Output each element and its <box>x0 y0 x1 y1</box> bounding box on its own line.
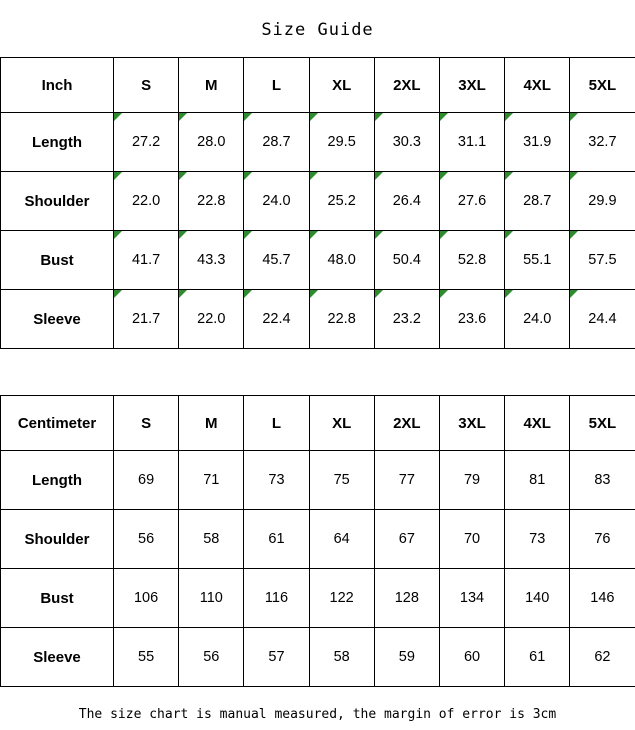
cell-shoulder-l: 61 <box>244 510 309 569</box>
table-separator <box>0 349 635 395</box>
cell-shoulder-4xl: 73 <box>505 510 570 569</box>
table-row <box>1 628 635 687</box>
size-header-4xl: 4XL <box>505 58 570 113</box>
disclaimer-text: The size chart is manual measured, the margin of error is 3cm <box>78 707 557 722</box>
cell-sleeve-xl: 22.8 <box>309 290 374 349</box>
cell-length-s: 69 <box>114 451 179 510</box>
cell-shoulder-m: 58 <box>179 510 244 569</box>
cell-bust-s: 41.7 <box>114 231 179 290</box>
cell-length-3xl: 31.1 <box>439 113 504 172</box>
cell-length-l: 73 <box>244 451 309 510</box>
cell-bust-2xl: 128 <box>374 569 439 628</box>
cell-sleeve-s: 21.7 <box>114 290 179 349</box>
cell-shoulder-5xl: 29.9 <box>570 172 635 231</box>
cell-sleeve-4xl: 61 <box>505 628 570 687</box>
table-row <box>1 451 635 510</box>
cell-shoulder-s: 22.0 <box>114 172 179 231</box>
measure-label-sleeve: Sleeve <box>1 628 114 687</box>
cell-length-3xl: 79 <box>439 451 504 510</box>
cell-sleeve-3xl: 23.6 <box>439 290 504 349</box>
cell-sleeve-l: 57 <box>244 628 309 687</box>
cell-sleeve-s: 55 <box>114 628 179 687</box>
table-row <box>1 290 635 349</box>
cell-length-xl: 29.5 <box>309 113 374 172</box>
table-header-row <box>1 396 635 451</box>
cell-bust-l: 116 <box>244 569 309 628</box>
cell-bust-5xl: 57.5 <box>570 231 635 290</box>
cell-length-2xl: 30.3 <box>374 113 439 172</box>
table-header-row <box>1 58 635 113</box>
page-title: Size Guide <box>261 20 374 40</box>
size-header-l: L <box>244 396 309 451</box>
table-row <box>1 172 635 231</box>
table-row <box>1 113 635 172</box>
measure-label-length: Length <box>1 113 114 172</box>
cell-bust-m: 110 <box>179 569 244 628</box>
cell-length-m: 71 <box>179 451 244 510</box>
table-row <box>1 510 635 569</box>
cell-bust-2xl: 50.4 <box>374 231 439 290</box>
size-header-xl: XL <box>309 396 374 451</box>
unit-label-inch: Inch <box>1 58 114 113</box>
measure-label-shoulder: Shoulder <box>1 172 114 231</box>
size-header-4xl: 4XL <box>505 396 570 451</box>
cell-shoulder-s: 56 <box>114 510 179 569</box>
measure-label-bust: Bust <box>1 569 114 628</box>
size-header-2xl: 2XL <box>374 396 439 451</box>
cell-bust-5xl: 146 <box>570 569 635 628</box>
cell-length-xl: 75 <box>309 451 374 510</box>
cell-bust-xl: 122 <box>309 569 374 628</box>
measure-label-length: Length <box>1 451 114 510</box>
cell-length-5xl: 83 <box>570 451 635 510</box>
cell-shoulder-2xl: 67 <box>374 510 439 569</box>
cell-shoulder-4xl: 28.7 <box>505 172 570 231</box>
size-header-m: M <box>179 58 244 113</box>
cell-bust-s: 106 <box>114 569 179 628</box>
size-header-2xl: 2XL <box>374 58 439 113</box>
cell-length-s: 27.2 <box>114 113 179 172</box>
size-header-3xl: 3XL <box>439 58 504 113</box>
cell-sleeve-xl: 58 <box>309 628 374 687</box>
cell-length-l: 28.7 <box>244 113 309 172</box>
size-table-centimeter <box>0 395 635 687</box>
measure-label-shoulder: Shoulder <box>1 510 114 569</box>
cell-sleeve-5xl: 62 <box>570 628 635 687</box>
cell-shoulder-xl: 64 <box>309 510 374 569</box>
size-header-5xl: 5XL <box>570 396 635 451</box>
size-header-3xl: 3XL <box>439 396 504 451</box>
measure-label-sleeve: Sleeve <box>1 290 114 349</box>
cell-bust-m: 43.3 <box>179 231 244 290</box>
cell-sleeve-2xl: 23.2 <box>374 290 439 349</box>
size-header-5xl: 5XL <box>570 58 635 113</box>
cell-sleeve-2xl: 59 <box>374 628 439 687</box>
cell-shoulder-m: 22.8 <box>179 172 244 231</box>
cell-bust-3xl: 134 <box>439 569 504 628</box>
unit-label-centimeter: Centimeter <box>1 396 114 451</box>
cell-length-5xl: 32.7 <box>570 113 635 172</box>
size-header-s: S <box>114 396 179 451</box>
size-header-l: L <box>244 58 309 113</box>
cell-shoulder-xl: 25.2 <box>309 172 374 231</box>
cell-length-m: 28.0 <box>179 113 244 172</box>
size-table-inch <box>0 57 635 349</box>
cell-sleeve-m: 56 <box>179 628 244 687</box>
cell-bust-xl: 48.0 <box>309 231 374 290</box>
cell-length-4xl: 81 <box>505 451 570 510</box>
cell-sleeve-m: 22.0 <box>179 290 244 349</box>
cell-length-4xl: 31.9 <box>505 113 570 172</box>
cell-sleeve-3xl: 60 <box>439 628 504 687</box>
table-row <box>1 231 635 290</box>
cell-sleeve-l: 22.4 <box>244 290 309 349</box>
size-header-m: M <box>179 396 244 451</box>
size-header-s: S <box>114 58 179 113</box>
cell-sleeve-4xl: 24.0 <box>505 290 570 349</box>
cell-length-2xl: 77 <box>374 451 439 510</box>
cell-shoulder-5xl: 76 <box>570 510 635 569</box>
cell-shoulder-3xl: 70 <box>439 510 504 569</box>
cell-shoulder-l: 24.0 <box>244 172 309 231</box>
cell-shoulder-3xl: 27.6 <box>439 172 504 231</box>
cell-bust-3xl: 52.8 <box>439 231 504 290</box>
cell-shoulder-2xl: 26.4 <box>374 172 439 231</box>
cell-bust-4xl: 140 <box>505 569 570 628</box>
table-row <box>1 569 635 628</box>
measure-label-bust: Bust <box>1 231 114 290</box>
cell-sleeve-5xl: 24.4 <box>570 290 635 349</box>
size-header-xl: XL <box>309 58 374 113</box>
cell-bust-4xl: 55.1 <box>505 231 570 290</box>
cell-bust-l: 45.7 <box>244 231 309 290</box>
